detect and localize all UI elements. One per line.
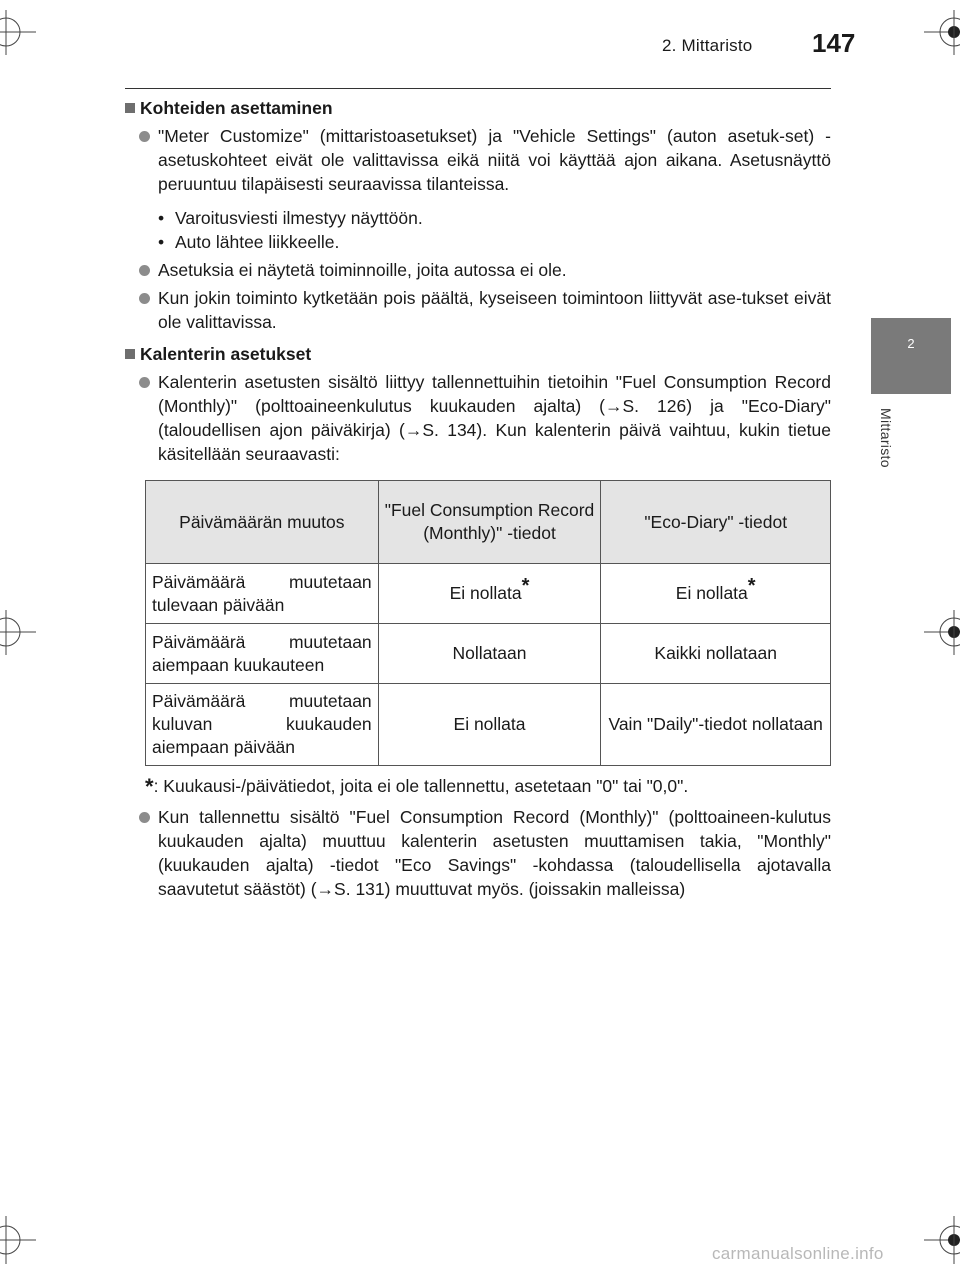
table-cell: Päivämäärä muutetaan kuluvan kuukauden aiempaan päivään <box>146 684 379 766</box>
section-heading-calendar <box>125 342 831 366</box>
square-bullet-icon <box>125 103 135 113</box>
watermark: carmanualsonline.info <box>712 1244 884 1263</box>
page-content <box>125 96 831 905</box>
crop-mark-mid-right <box>920 600 960 660</box>
table-cell: Vain "Daily"-tiedot nollataan <box>601 684 831 766</box>
table-cell: Päivämäärä muutetaan tulevaan päivään <box>146 564 379 624</box>
crop-mark-top-left <box>0 0 40 60</box>
footnote-mark: * <box>747 575 756 598</box>
chapter-side-title-text: Mittaristo <box>878 408 894 468</box>
table-header-row <box>146 481 831 564</box>
calendar-change-table <box>145 480 831 766</box>
table-header-cell: Päivämäärän muutos <box>146 481 379 564</box>
footnote-asterisk: * <box>145 774 154 799</box>
table-row <box>146 624 831 684</box>
bullet-disabled-function: Kun jokin toiminto kytketään pois päältä, kyseiseen toimintoon liittyvät ase-tukset eivät ole valittavissa. <box>125 286 831 334</box>
table-row <box>146 684 831 766</box>
table-row <box>146 564 831 624</box>
section-heading-calendar-text: Kalenterin asetukset <box>140 344 312 364</box>
table-cell-text: Ei nollata <box>675 583 748 603</box>
bullet-calendar-content: Kalenterin asetusten sisältö liittyy tallennettuihin tietoihin "Fuel Consumption Record (Monthly)" (polttoaineenkulutus kuukauden ajalta) (→S. 126) ja "Eco-Diary" (taloudellisen ajon päiväkirja) (→S. 134). Kun kalenterin päivä vaihtuu, kukin tietue käsitellään seuraavasti: <box>125 370 831 466</box>
subitem-moving: • Auto lähtee liikkeelle. <box>125 230 831 254</box>
chapter-side-title <box>878 408 898 508</box>
page-number: 147 <box>812 28 856 58</box>
chapter-side-tab-number: 2 <box>907 336 915 351</box>
table-cell: Päivämäärä muutetaan aiempaan kuukauteen <box>146 624 379 684</box>
bullet-not-shown: Asetuksia ei näytetä toiminnoille, joita autossa ei ole. <box>125 258 831 282</box>
table-header-cell: "Eco-Diary" -tiedot <box>601 481 831 564</box>
footnote-mark: * <box>521 575 530 598</box>
crop-mark-bottom-left <box>0 1206 40 1266</box>
bullet-eco-savings: Kun tallennettu sisältö "Fuel Consumption Record (Monthly)" (polttoaineen-kulutus kuukauden ajalta) muuttuu kalenterin asetusten muuttamisen takia, "Monthly" (kuukauden ajalta) -tiedot "Eco Savings" -kohdassa (taloudellisella ajotavalla saavutetut säästöt) (→S. 131) muuttuvat myös. (joissakin malleissa) <box>125 805 831 901</box>
table-cell <box>378 564 601 624</box>
crop-mark-top-right <box>920 0 960 60</box>
bullet-meter-customize: "Meter Customize" (mittaristoasetukset) ja "Vehicle Settings" (auton asetuk-set) -asetuskohteet eivät ole valittavissa eikä niitä voi käyttää ajon aikana. Asetusnäyttö peruuntuu tilapäisesti seuraavissa tilanteissa. <box>125 124 831 196</box>
table-cell: Nollataan <box>378 624 601 684</box>
table-cell-text: Ei nollata <box>449 583 522 603</box>
section-heading-items-text: Kohteiden asettaminen <box>140 98 333 118</box>
subitem-warning: • Varoitusviesti ilmestyy näyttöön. <box>125 206 831 230</box>
header-divider <box>125 88 831 89</box>
chapter-title: 2. Mittaristo <box>662 36 753 55</box>
table-cell: Kaikki nollataan <box>601 624 831 684</box>
crop-mark-bottom-right <box>920 1206 960 1266</box>
chapter-side-tab <box>871 318 951 394</box>
footnote <box>145 774 831 799</box>
section-heading-items <box>125 96 831 120</box>
table-cell: Ei nollata <box>378 684 601 766</box>
crop-mark-mid-left <box>0 600 40 660</box>
footnote-text: : Kuukausi-/päivätiedot, joita ei ole tallennettu, asetetaan "0" tai "0,0". <box>153 776 689 796</box>
table-cell <box>601 564 831 624</box>
square-bullet-icon <box>125 349 135 359</box>
table-header-cell: "Fuel Consumption Record (Monthly)" -tiedot <box>378 481 601 564</box>
